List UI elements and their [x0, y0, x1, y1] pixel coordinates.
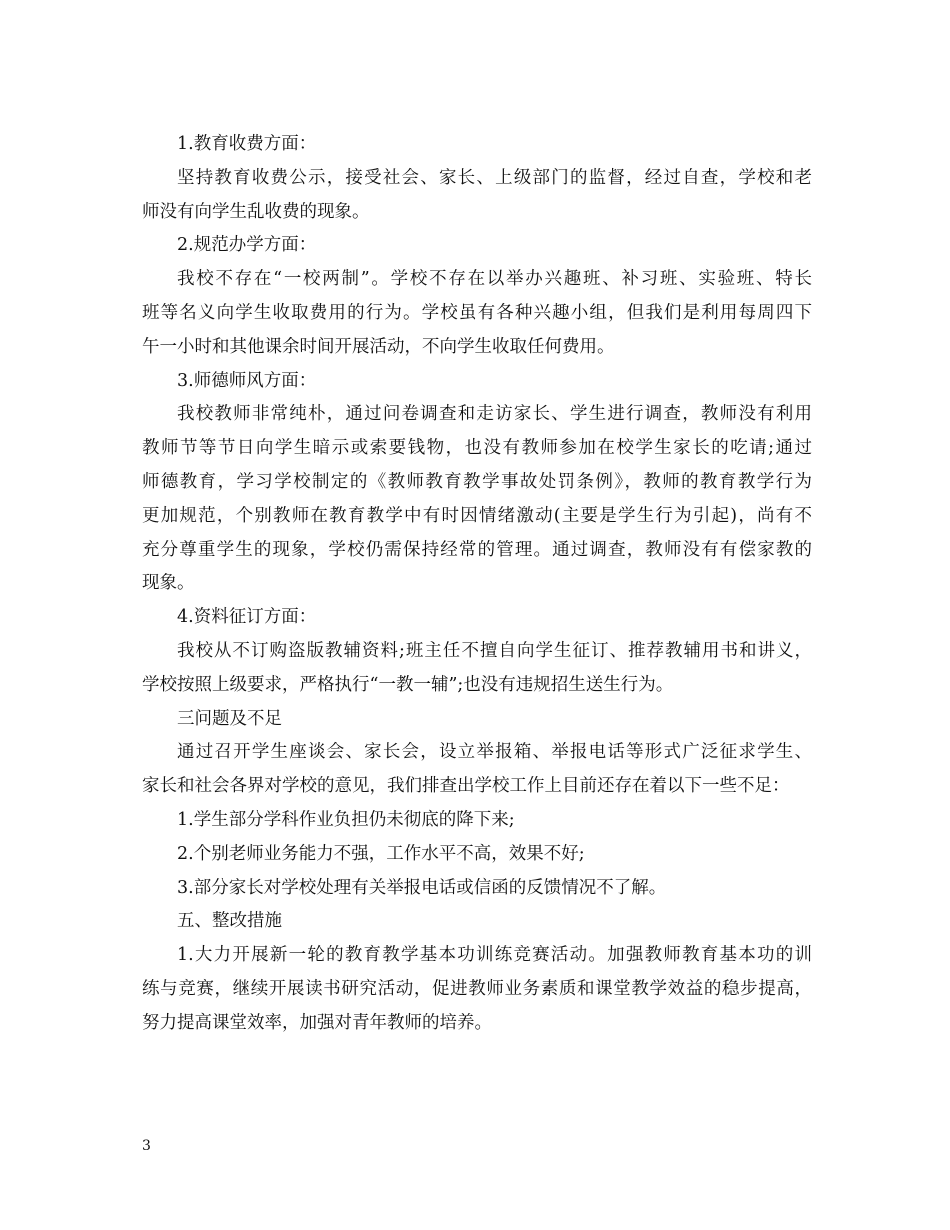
paragraph-line: 师没有向学生乱收费的现象。 — [142, 201, 370, 222]
paragraph-line: 练与竞赛，继续开展读书研究活动，促进教师业务素质和课堂教学效益的稳步提高， — [142, 978, 812, 999]
paragraph-line: 现象。 — [142, 573, 195, 594]
paragraph-line: 充分尊重学生的现象，学校仍需保持经常的管理。通过调查，教师没有有偿家教的 — [142, 539, 812, 560]
paragraph-line: 午一小时和其他课余时间开展活动，不向学生收取任何费用。 — [142, 336, 615, 357]
paragraph-line: 3.师德师风方面： — [177, 370, 317, 391]
document-body — [142, 128, 812, 1041]
paragraph-line: 家长和社会各界对学校的意见，我们排查出学校工作上目前还存在着以下一些不足： — [142, 776, 790, 797]
paragraph-line: 2.个别老师业务能力不强，工作水平不高，效果不好; — [177, 843, 585, 864]
paragraph-line: 1.大力开展新一轮的教育教学基本功训练竞赛活动。加强教师教育基本功的训 — [177, 945, 812, 966]
paragraph-line: 坚持教育收费公示，接受社会、家长、上级部门的监督，经过自查，学校和老 — [177, 167, 812, 188]
paragraph-line: 学校按照上级要求，严格执行“一教一辅”;也没有违规招生送生行为。 — [142, 674, 674, 695]
paragraph-line: 我校从不订购盗版教辅资料;班主任不擅自向学生征订、推荐教辅用书和讲义， — [177, 640, 812, 661]
paragraph-line: 班等名义向学生收取费用的行为。学校虽有各种兴趣小组，但我们是利用每周四下 — [142, 302, 812, 323]
paragraph-line: 1.学生部分学科作业负担仍未彻底的降下来; — [177, 809, 515, 830]
paragraph-line: 三问题及不足 — [177, 708, 282, 729]
paragraph-line: 4.资料征订方面： — [177, 607, 317, 628]
paragraph-line: 我校教师非常纯朴，通过问卷调查和走访家长、学生进行调查，教师没有利用 — [177, 404, 812, 425]
paragraph-line: 努力提高课堂效率，加强对青年教师的培养。 — [142, 1012, 492, 1033]
paragraph-line: 1.教育收费方面： — [177, 134, 317, 154]
paragraph-line: 3.部分家长对学校处理有关举报电话或信函的反馈情况不了解。 — [177, 877, 667, 898]
paragraph-line: 我校不存在“一校两制”。学校不存在以举办兴趣班、补习班、实验班、特长 — [177, 269, 812, 290]
paragraph-line: 师德教育，学习学校制定的《教师教育教学事故处罚条例》，教师的教育教学行为 — [142, 471, 812, 492]
paragraph-line: 五、整改措施 — [177, 911, 282, 932]
paragraph-line: 通过召开学生座谈会、家长会，设立举报箱、举报电话等形式广泛征求学生、 — [177, 742, 812, 763]
page-number: 3 — [142, 1138, 151, 1154]
paragraph-line: 更加规范，个别教师在教育教学中有时因情绪激动(主要是学生行为引起)，尚有不 — [142, 505, 812, 526]
paragraph-line: 2.规范办学方面： — [177, 235, 317, 256]
paragraph-line: 教师节等节日向学生暗示或索要钱物，也没有教师参加在校学生家长的吃请;通过 — [142, 438, 812, 459]
